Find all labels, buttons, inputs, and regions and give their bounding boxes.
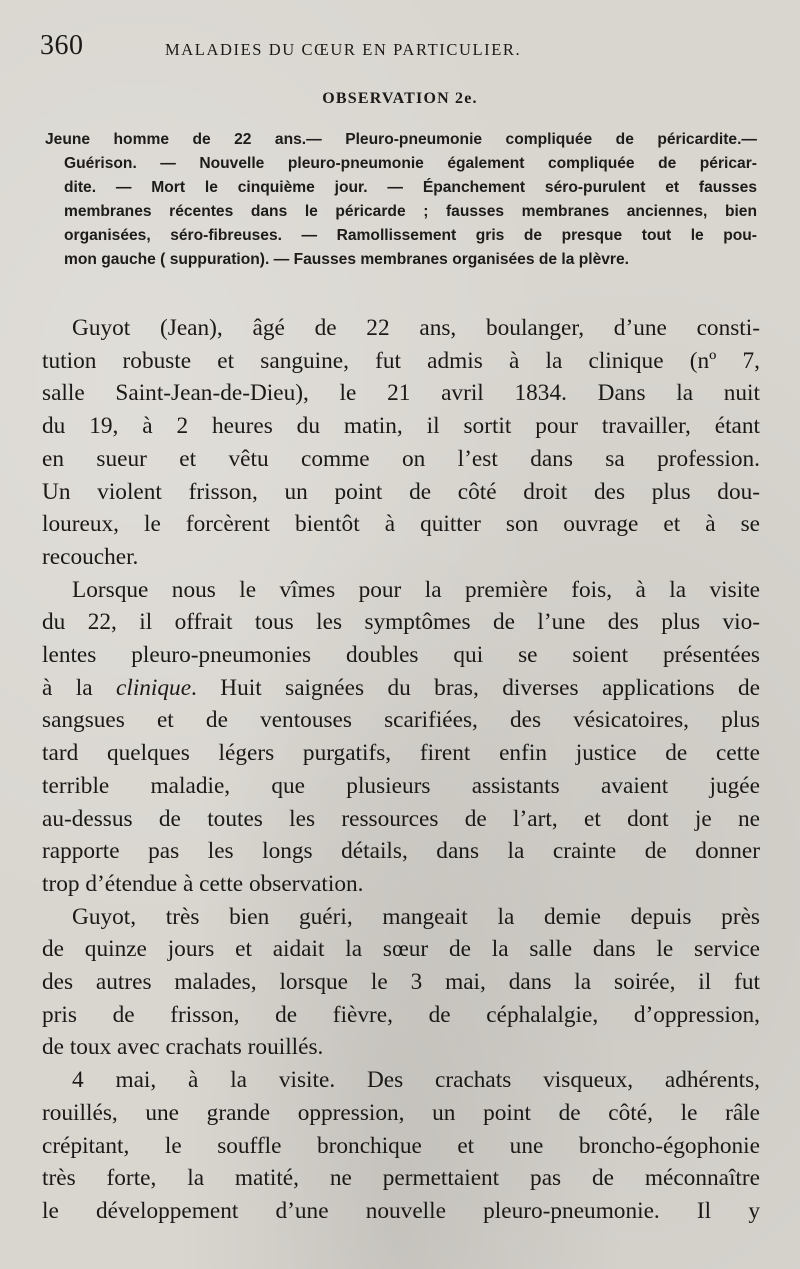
running-title: MALADIES DU CŒUR EN PARTICULIER. <box>165 40 522 59</box>
body-line: au-dessus de toutes les ressources de l’art, et dont je ne <box>42 805 760 832</box>
body-line: tution robuste et sanguine, fut admis à la clinique (nº 7, <box>42 347 760 374</box>
body-line: loureux, le forcèrent bientôt à quitter son ouvrage et à se <box>42 511 760 538</box>
body-line: terrible maladie, que plusieurs assistants avaient jugée <box>42 772 760 799</box>
summary-line: membranes récentes dans le péricarde ; fausses membranes anciennes, bien <box>64 203 757 220</box>
body-line: rapporte pas les longs détails, dans la crainte de donner <box>42 838 760 865</box>
body-line: crépitant, le souffle bronchique et une broncho-égophonie <box>42 1132 760 1159</box>
body-line: Lorsque nous le vîmes pour la première fois, à la visite <box>72 576 760 603</box>
body-line: du 22, il offrait tous les symptômes de l’une des plus vio- <box>42 609 760 636</box>
body-text-fragment: à la <box>42 674 93 701</box>
body-line: des autres malades, lorsque le 3 mai, dans la soirée, il fut <box>42 969 760 996</box>
body-line: rouillés, une grande oppression, un point de côté, le râle <box>42 1099 760 1126</box>
body-line: 4 mai, à la visite. Des crachats visqueux, adhérents, <box>72 1067 760 1094</box>
summary-line: Guérison. — Nouvelle pleuro-pneumonie également compliquée de péricar- <box>64 155 757 172</box>
summary-line: mon gauche ( suppuration). — Fausses membranes organisées de la plèvre. <box>64 251 630 268</box>
body-line: en sueur et vêtu comme on l’est dans sa profession. <box>42 445 760 472</box>
summary-line: Jeune homme de 22 ans.— Pleuro-pneumonie compliquée de péricardite.— <box>45 131 757 148</box>
body-line: de toux avec crachats rouillés. <box>42 1034 324 1061</box>
body-text-fragment: . Huit saignées du bras, diverses applications de <box>191 674 760 701</box>
summary-line: organisées, séro-fibreuses. — Ramollissement gris de presque tout le pou- <box>64 227 757 244</box>
body-text <box>42 312 760 1228</box>
body-line: pris de frisson, de fièvre, de céphalalgie, d’oppression, <box>42 1001 760 1028</box>
body-line: Guyot, très bien guéri, mangeait la demie depuis près <box>72 903 760 930</box>
body-line: le développement d’une nouvelle pleuro-pneumonie. Il y <box>42 1197 760 1224</box>
summary-line: dite. — Mort le cinquième jour. — Épanchement séro-purulent et fausses <box>64 179 757 196</box>
observation-title: OBSERVATION 2e. <box>322 90 478 107</box>
body-line-with-italic <box>42 672 760 705</box>
body-line: salle Saint-Jean-de-Dieu), le 21 avril 1834. Dans la nuit <box>42 380 760 407</box>
italic-word: clinique <box>116 674 192 701</box>
body-line: sangsues et de ventouses scarifiées, des vésicatoires, plus <box>42 707 760 734</box>
body-line: Guyot (Jean), âgé de 22 ans, boulanger, d’une consti- <box>72 315 760 341</box>
body-line: recoucher. <box>42 543 139 570</box>
body-line: très forte, la matité, ne permettaient pas de méconnaître <box>42 1165 760 1192</box>
body-line: trop d’étendue à cette observation. <box>42 870 364 897</box>
body-line: lentes pleuro-pneumonies doubles qui se soient présentées <box>42 642 760 669</box>
body-line: Un violent frisson, un point de côté droit des plus dou- <box>42 478 760 505</box>
page-number: 360 <box>40 30 84 61</box>
body-line: de quinze jours et aidait la sœur de la salle dans le service <box>42 936 760 963</box>
body-line: tard quelques légers purgatifs, firent enfin justice de cette <box>42 740 760 767</box>
observation-summary <box>45 128 757 272</box>
page-header <box>40 30 770 70</box>
body-line: du 19, à 2 heures du matin, il sortit pour travailler, étant <box>42 413 760 440</box>
